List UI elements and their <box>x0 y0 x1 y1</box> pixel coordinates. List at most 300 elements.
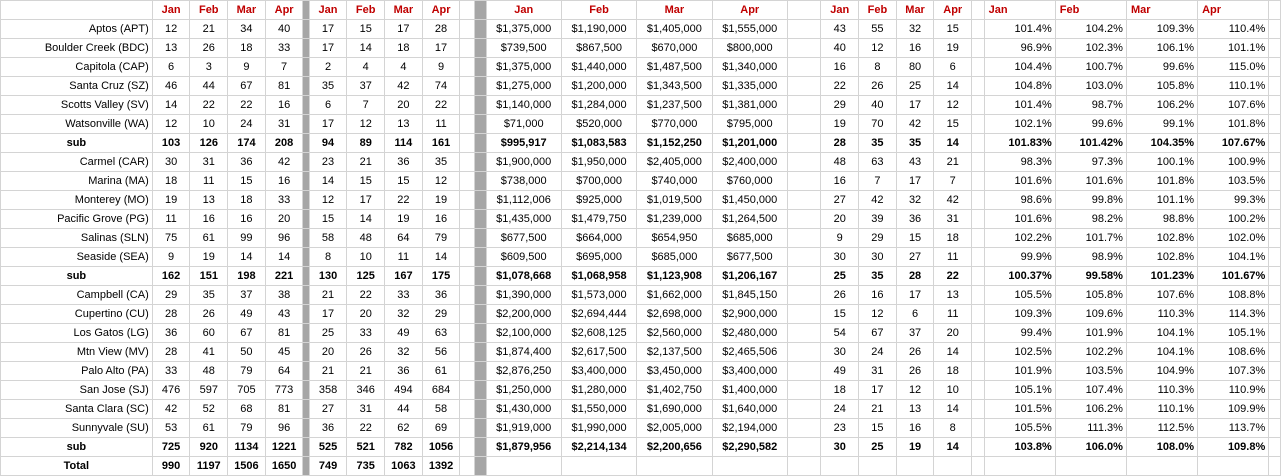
empty-column-cell[interactable] <box>972 324 985 343</box>
empty-column-cell[interactable] <box>1269 305 1281 324</box>
days-on-market-cell[interactable] <box>896 457 934 476</box>
median-price-cell[interactable]: $739,500 <box>486 39 561 58</box>
median-price-cell[interactable]: $1,555,000 <box>712 20 787 39</box>
listings-cell[interactable]: 37 <box>347 77 385 96</box>
median-price-cell[interactable]: $2,405,000 <box>637 153 712 172</box>
listings-cell[interactable]: 29 <box>422 305 460 324</box>
listings-cell[interactable]: 17 <box>385 20 423 39</box>
sale-to-list-pct-cell[interactable]: 114.3% <box>1198 305 1269 324</box>
sale-to-list-pct-cell[interactable]: 102.8% <box>1126 248 1197 267</box>
listings-cell[interactable]: 20 <box>309 343 347 362</box>
days-on-market-cell[interactable]: 42 <box>934 191 972 210</box>
units-cell[interactable]: 79 <box>228 419 266 438</box>
units-cell[interactable]: 19 <box>152 191 190 210</box>
empty-column-cell[interactable] <box>787 153 820 172</box>
empty-column-cell[interactable] <box>1269 457 1281 476</box>
median-price-cell[interactable]: $1,112,006 <box>486 191 561 210</box>
empty-column-cell[interactable] <box>972 20 985 39</box>
days-month-header[interactable]: Mar <box>896 1 934 20</box>
empty-column-cell[interactable] <box>460 153 475 172</box>
days-on-market-cell[interactable]: 16 <box>821 172 859 191</box>
median-price-cell[interactable]: $2,900,000 <box>712 305 787 324</box>
empty-column-cell[interactable] <box>1269 210 1281 229</box>
listings-cell[interactable]: 36 <box>385 153 423 172</box>
sale-to-list-pct-cell[interactable]: 103.8% <box>984 438 1055 457</box>
listings-cell[interactable]: 35 <box>309 77 347 96</box>
sale-to-list-pct-cell[interactable]: 101.7% <box>1055 229 1126 248</box>
days-on-market-cell[interactable]: 67 <box>859 324 897 343</box>
empty-column-cell[interactable] <box>1269 134 1281 153</box>
sale-to-list-pct-cell[interactable]: 99.1% <box>1126 115 1197 134</box>
days-on-market-cell[interactable]: 19 <box>896 438 934 457</box>
units-cell[interactable]: 38 <box>265 286 303 305</box>
listings-cell[interactable]: 17 <box>309 20 347 39</box>
empty-column-cell[interactable] <box>787 305 820 324</box>
sale-to-list-pct-cell[interactable]: 99.4% <box>984 324 1055 343</box>
listings-cell[interactable]: 79 <box>422 229 460 248</box>
units-cell[interactable]: 64 <box>265 362 303 381</box>
units-cell[interactable]: 60 <box>190 324 228 343</box>
row-label-cell[interactable]: Capitola (CAP) <box>1 58 153 77</box>
median-price-cell[interactable] <box>561 457 636 476</box>
median-price-cell[interactable]: $795,000 <box>712 115 787 134</box>
median-price-cell[interactable]: $695,000 <box>561 248 636 267</box>
empty-column-cell[interactable] <box>787 1 820 20</box>
median-price-cell[interactable]: $2,005,000 <box>637 419 712 438</box>
price-month-header[interactable]: Feb <box>561 1 636 20</box>
median-price-cell[interactable]: $71,000 <box>486 115 561 134</box>
sale-to-list-pct-cell[interactable]: 102.0% <box>1198 229 1269 248</box>
pct-month-header[interactable]: Mar <box>1126 1 1197 20</box>
listings-month-header[interactable]: Mar <box>385 1 423 20</box>
price-month-header[interactable]: Apr <box>712 1 787 20</box>
row-label-cell[interactable]: Mtn View (MV) <box>1 343 153 362</box>
listings-cell[interactable]: 15 <box>309 210 347 229</box>
units-cell[interactable]: 67 <box>228 77 266 96</box>
days-on-market-cell[interactable]: 21 <box>859 400 897 419</box>
sale-to-list-pct-cell[interactable]: 101.67% <box>1198 267 1269 286</box>
days-on-market-cell[interactable]: 13 <box>934 286 972 305</box>
median-price-cell[interactable]: $1,340,000 <box>712 58 787 77</box>
listings-cell[interactable]: 27 <box>309 400 347 419</box>
empty-column-cell[interactable] <box>972 191 985 210</box>
days-on-market-cell[interactable]: 40 <box>821 39 859 58</box>
units-cell[interactable]: 14 <box>228 248 266 267</box>
days-on-market-cell[interactable] <box>821 457 859 476</box>
median-price-cell[interactable]: $1,343,500 <box>637 77 712 96</box>
sale-to-list-pct-cell[interactable]: 99.8% <box>1055 191 1126 210</box>
listings-cell[interactable]: 31 <box>347 400 385 419</box>
pct-month-header[interactable]: Feb <box>1055 1 1126 20</box>
empty-column-cell[interactable] <box>787 248 820 267</box>
units-cell[interactable]: 14 <box>265 248 303 267</box>
sale-to-list-pct-cell[interactable]: 115.0% <box>1198 58 1269 77</box>
median-price-cell[interactable]: $1,335,000 <box>712 77 787 96</box>
sale-to-list-pct-cell[interactable]: 104.8% <box>984 77 1055 96</box>
units-cell[interactable]: 50 <box>228 343 266 362</box>
days-on-market-cell[interactable]: 43 <box>821 20 859 39</box>
listings-cell[interactable]: 36 <box>385 362 423 381</box>
days-on-market-cell[interactable]: 22 <box>934 267 972 286</box>
units-cell[interactable]: 53 <box>152 419 190 438</box>
units-cell[interactable]: 96 <box>265 419 303 438</box>
listings-cell[interactable]: 684 <box>422 381 460 400</box>
median-price-cell[interactable]: $1,390,000 <box>486 286 561 305</box>
listings-cell[interactable]: 17 <box>422 39 460 58</box>
empty-column-cell[interactable] <box>787 210 820 229</box>
listings-cell[interactable]: 14 <box>347 39 385 58</box>
sale-to-list-pct-cell[interactable]: 101.8% <box>1198 115 1269 134</box>
median-price-cell[interactable]: $1,284,000 <box>561 96 636 115</box>
units-cell[interactable]: 221 <box>265 267 303 286</box>
units-cell[interactable]: 81 <box>265 324 303 343</box>
days-on-market-cell[interactable]: 12 <box>896 381 934 400</box>
empty-column-cell[interactable] <box>460 229 475 248</box>
units-cell[interactable]: 20 <box>265 210 303 229</box>
units-cell[interactable]: 920 <box>190 438 228 457</box>
sale-to-list-pct-cell[interactable]: 106.2% <box>1126 96 1197 115</box>
days-on-market-cell[interactable]: 29 <box>821 96 859 115</box>
days-on-market-cell[interactable]: 8 <box>859 58 897 77</box>
median-price-cell[interactable]: $1,845,150 <box>712 286 787 305</box>
empty-column-cell[interactable] <box>1269 58 1281 77</box>
empty-column-cell[interactable] <box>972 210 985 229</box>
days-on-market-cell[interactable]: 48 <box>821 153 859 172</box>
pct-month-header[interactable]: Apr <box>1198 1 1269 20</box>
units-cell[interactable]: 46 <box>152 77 190 96</box>
empty-column-cell[interactable] <box>1269 20 1281 39</box>
units-cell[interactable]: 18 <box>152 172 190 191</box>
units-cell[interactable]: 68 <box>228 400 266 419</box>
median-price-cell[interactable]: $685,000 <box>637 248 712 267</box>
median-price-cell[interactable]: $2,465,506 <box>712 343 787 362</box>
sale-to-list-pct-cell[interactable]: 98.9% <box>1055 248 1126 267</box>
days-on-market-cell[interactable]: 24 <box>859 343 897 362</box>
sale-to-list-pct-cell[interactable]: 109.3% <box>1126 20 1197 39</box>
empty-column-cell[interactable] <box>972 267 985 286</box>
median-price-cell[interactable]: $520,000 <box>561 115 636 134</box>
empty-column-cell[interactable] <box>787 58 820 77</box>
median-price-cell[interactable]: $2,608,125 <box>561 324 636 343</box>
empty-column-cell[interactable] <box>460 267 475 286</box>
days-on-market-cell[interactable]: 14 <box>934 343 972 362</box>
days-on-market-cell[interactable]: 17 <box>896 286 934 305</box>
median-price-cell[interactable]: $2,200,000 <box>486 305 561 324</box>
sale-to-list-pct-cell[interactable]: 105.8% <box>1055 286 1126 305</box>
sale-to-list-pct-cell[interactable]: 100.9% <box>1198 153 1269 172</box>
units-cell[interactable]: 22 <box>228 96 266 115</box>
units-cell[interactable]: 61 <box>190 229 228 248</box>
median-price-cell[interactable]: $2,698,000 <box>637 305 712 324</box>
empty-column-cell[interactable] <box>787 96 820 115</box>
days-on-market-cell[interactable]: 16 <box>859 286 897 305</box>
days-on-market-cell[interactable]: 19 <box>821 115 859 134</box>
sale-to-list-pct-cell[interactable]: 104.1% <box>1126 324 1197 343</box>
sale-to-list-pct-cell[interactable]: 97.3% <box>1055 153 1126 172</box>
row-label-cell[interactable]: Palo Alto (PA) <box>1 362 153 381</box>
row-label-cell[interactable]: San Jose (SJ) <box>1 381 153 400</box>
units-cell[interactable]: 44 <box>190 77 228 96</box>
days-on-market-cell[interactable]: 27 <box>896 248 934 267</box>
days-on-market-cell[interactable]: 32 <box>896 191 934 210</box>
sale-to-list-pct-cell[interactable]: 107.6% <box>1198 96 1269 115</box>
sale-to-list-pct-cell[interactable]: 105.5% <box>984 419 1055 438</box>
sale-to-list-pct-cell[interactable]: 101.1% <box>1198 39 1269 58</box>
sale-to-list-pct-cell[interactable]: 101.42% <box>1055 134 1126 153</box>
days-on-market-cell[interactable]: 24 <box>821 400 859 419</box>
listings-cell[interactable]: 525 <box>309 438 347 457</box>
days-on-market-cell[interactable]: 18 <box>821 381 859 400</box>
empty-column-cell[interactable] <box>972 229 985 248</box>
empty-column-cell[interactable] <box>787 115 820 134</box>
days-on-market-cell[interactable]: 14 <box>934 134 972 153</box>
sale-to-list-pct-cell[interactable]: 110.3% <box>1126 381 1197 400</box>
days-on-market-cell[interactable]: 18 <box>934 362 972 381</box>
empty-column-cell[interactable] <box>460 438 475 457</box>
median-price-cell[interactable]: $2,100,000 <box>486 324 561 343</box>
days-on-market-cell[interactable]: 49 <box>821 362 859 381</box>
empty-column-cell[interactable] <box>1269 229 1281 248</box>
median-price-cell[interactable]: $2,560,000 <box>637 324 712 343</box>
units-cell[interactable]: 13 <box>152 39 190 58</box>
sale-to-list-pct-cell[interactable]: 101.4% <box>984 20 1055 39</box>
days-on-market-cell[interactable]: 6 <box>896 305 934 324</box>
median-price-cell[interactable]: $1,487,500 <box>637 58 712 77</box>
listings-cell[interactable]: 63 <box>422 324 460 343</box>
median-price-cell[interactable]: $1,078,668 <box>486 267 561 286</box>
listings-cell[interactable]: 10 <box>347 248 385 267</box>
median-price-cell[interactable]: $2,617,500 <box>561 343 636 362</box>
median-price-cell[interactable]: $1,919,000 <box>486 419 561 438</box>
median-price-cell[interactable]: $1,083,583 <box>561 134 636 153</box>
median-price-cell[interactable]: $685,000 <box>712 229 787 248</box>
empty-column-cell[interactable] <box>787 267 820 286</box>
empty-column-cell[interactable] <box>460 172 475 191</box>
sale-to-list-pct-cell[interactable]: 101.5% <box>984 400 1055 419</box>
empty-column-cell[interactable] <box>787 172 820 191</box>
days-on-market-cell[interactable]: 11 <box>934 305 972 324</box>
empty-column-cell[interactable] <box>1269 400 1281 419</box>
sale-to-list-pct-cell[interactable]: 109.9% <box>1198 400 1269 419</box>
days-on-market-cell[interactable]: 31 <box>859 362 897 381</box>
days-on-market-cell[interactable]: 80 <box>896 58 934 77</box>
listings-cell[interactable]: 125 <box>347 267 385 286</box>
empty-column-cell[interactable] <box>460 381 475 400</box>
median-price-cell[interactable]: $1,435,000 <box>486 210 561 229</box>
empty-column-cell[interactable] <box>972 115 985 134</box>
empty-column-cell[interactable] <box>1269 343 1281 362</box>
sale-to-list-pct-cell[interactable]: 103.5% <box>1198 172 1269 191</box>
median-price-cell[interactable]: $1,400,000 <box>712 381 787 400</box>
median-price-cell[interactable]: $1,206,167 <box>712 267 787 286</box>
days-on-market-cell[interactable]: 31 <box>934 210 972 229</box>
days-on-market-cell[interactable]: 26 <box>821 286 859 305</box>
sale-to-list-pct-cell[interactable]: 112.5% <box>1126 419 1197 438</box>
listings-cell[interactable]: 22 <box>385 191 423 210</box>
empty-column-cell[interactable] <box>460 286 475 305</box>
units-cell[interactable]: 16 <box>265 96 303 115</box>
median-price-cell[interactable]: $1,381,000 <box>712 96 787 115</box>
listings-cell[interactable]: 49 <box>385 324 423 343</box>
empty-column-cell[interactable] <box>972 172 985 191</box>
days-on-market-cell[interactable]: 7 <box>859 172 897 191</box>
units-cell[interactable]: 42 <box>152 400 190 419</box>
listings-cell[interactable]: 18 <box>385 39 423 58</box>
empty-column-cell[interactable] <box>972 134 985 153</box>
median-price-cell[interactable]: $1,140,000 <box>486 96 561 115</box>
sale-to-list-pct-cell[interactable]: 101.83% <box>984 134 1055 153</box>
units-cell[interactable]: 16 <box>228 210 266 229</box>
sale-to-list-pct-cell[interactable]: 99.9% <box>984 248 1055 267</box>
days-on-market-cell[interactable]: 16 <box>896 419 934 438</box>
days-on-market-cell[interactable] <box>859 457 897 476</box>
sale-to-list-pct-cell[interactable]: 109.8% <box>1198 438 1269 457</box>
median-price-cell[interactable]: $2,400,000 <box>712 153 787 172</box>
median-price-cell[interactable]: $1,662,000 <box>637 286 712 305</box>
days-on-market-cell[interactable]: 12 <box>859 39 897 58</box>
units-cell[interactable]: 12 <box>152 20 190 39</box>
empty-column-cell[interactable] <box>460 20 475 39</box>
units-cell[interactable]: 33 <box>265 191 303 210</box>
sale-to-list-pct-cell[interactable] <box>984 457 1055 476</box>
sale-to-list-pct-cell[interactable]: 99.3% <box>1198 191 1269 210</box>
units-cell[interactable]: 18 <box>228 191 266 210</box>
sale-to-list-pct-cell[interactable]: 99.6% <box>1055 115 1126 134</box>
empty-column-cell[interactable] <box>972 457 985 476</box>
sale-to-list-pct-cell[interactable]: 98.6% <box>984 191 1055 210</box>
row-label-cell[interactable]: Marina (MA) <box>1 172 153 191</box>
units-cell[interactable]: 208 <box>265 134 303 153</box>
listings-cell[interactable]: 33 <box>347 324 385 343</box>
units-cell[interactable]: 33 <box>152 362 190 381</box>
empty-column-cell[interactable] <box>972 419 985 438</box>
sale-to-list-pct-cell[interactable]: 102.5% <box>984 343 1055 362</box>
listings-cell[interactable]: 749 <box>309 457 347 476</box>
listings-cell[interactable]: 22 <box>422 96 460 115</box>
units-cell[interactable]: 35 <box>190 286 228 305</box>
units-cell[interactable]: 41 <box>190 343 228 362</box>
days-on-market-cell[interactable]: 39 <box>859 210 897 229</box>
units-cell[interactable]: 36 <box>152 324 190 343</box>
days-on-market-cell[interactable]: 25 <box>859 438 897 457</box>
days-on-market-cell[interactable]: 28 <box>821 134 859 153</box>
listings-cell[interactable]: 346 <box>347 381 385 400</box>
listings-cell[interactable]: 1056 <box>422 438 460 457</box>
empty-column-cell[interactable] <box>972 77 985 96</box>
empty-column-cell[interactable] <box>1269 248 1281 267</box>
units-cell[interactable]: 61 <box>190 419 228 438</box>
listings-cell[interactable]: 1063 <box>385 457 423 476</box>
empty-column-cell[interactable] <box>1269 191 1281 210</box>
empty-column-cell[interactable] <box>1269 96 1281 115</box>
median-price-cell[interactable]: $925,000 <box>561 191 636 210</box>
units-cell[interactable]: 597 <box>190 381 228 400</box>
listings-cell[interactable]: 58 <box>422 400 460 419</box>
listings-cell[interactable]: 17 <box>309 305 347 324</box>
listings-cell[interactable]: 61 <box>422 362 460 381</box>
listings-month-header[interactable]: Apr <box>422 1 460 20</box>
sale-to-list-pct-cell[interactable]: 102.2% <box>1055 343 1126 362</box>
row-label-cell[interactable]: Salinas (SLN) <box>1 229 153 248</box>
empty-column-cell[interactable] <box>1269 115 1281 134</box>
sale-to-list-pct-cell[interactable]: 104.9% <box>1126 362 1197 381</box>
listings-cell[interactable]: 36 <box>309 419 347 438</box>
sale-to-list-pct-cell[interactable]: 108.6% <box>1198 343 1269 362</box>
empty-column-cell[interactable] <box>787 381 820 400</box>
empty-column-cell[interactable] <box>787 191 820 210</box>
median-price-cell[interactable]: $609,500 <box>486 248 561 267</box>
empty-column-cell[interactable] <box>787 343 820 362</box>
sale-to-list-pct-cell[interactable]: 106.0% <box>1055 438 1126 457</box>
empty-column-cell[interactable] <box>972 1 985 20</box>
median-price-cell[interactable]: $1,479,750 <box>561 210 636 229</box>
empty-column-cell[interactable] <box>1269 438 1281 457</box>
days-on-market-cell[interactable]: 14 <box>934 77 972 96</box>
median-price-cell[interactable]: $1,200,000 <box>561 77 636 96</box>
units-cell[interactable]: 99 <box>228 229 266 248</box>
median-price-cell[interactable]: $3,400,000 <box>712 362 787 381</box>
sale-to-list-pct-cell[interactable]: 101.23% <box>1126 267 1197 286</box>
row-label-cell[interactable]: sub <box>1 267 153 286</box>
median-price-cell[interactable]: $2,137,500 <box>637 343 712 362</box>
sale-to-list-pct-cell[interactable]: 105.5% <box>984 286 1055 305</box>
sale-to-list-pct-cell[interactable] <box>1055 457 1126 476</box>
days-on-market-cell[interactable]: 35 <box>859 134 897 153</box>
listings-cell[interactable]: 735 <box>347 457 385 476</box>
median-price-cell[interactable]: $1,239,000 <box>637 210 712 229</box>
median-price-cell[interactable]: $677,500 <box>712 248 787 267</box>
row-label-cell[interactable]: Los Gatos (LG) <box>1 324 153 343</box>
days-on-market-cell[interactable]: 12 <box>859 305 897 324</box>
listings-cell[interactable]: 36 <box>422 286 460 305</box>
units-cell[interactable]: 19 <box>190 248 228 267</box>
days-on-market-cell[interactable]: 42 <box>859 191 897 210</box>
units-cell[interactable]: 52 <box>190 400 228 419</box>
empty-column-cell[interactable] <box>460 191 475 210</box>
empty-column-cell[interactable] <box>460 96 475 115</box>
sale-to-list-pct-cell[interactable] <box>1126 457 1197 476</box>
units-cell[interactable]: 162 <box>152 267 190 286</box>
median-price-cell[interactable]: $740,000 <box>637 172 712 191</box>
row-label-cell[interactable]: Seaside (SEA) <box>1 248 153 267</box>
median-price-cell[interactable]: $1,879,956 <box>486 438 561 457</box>
sale-to-list-pct-cell[interactable]: 99.58% <box>1055 267 1126 286</box>
median-price-cell[interactable]: $1,440,000 <box>561 58 636 77</box>
listings-month-header[interactable]: Feb <box>347 1 385 20</box>
row-label-cell[interactable]: sub <box>1 134 153 153</box>
row-label-cell[interactable]: Santa Cruz (SZ) <box>1 77 153 96</box>
header-corner-cell[interactable] <box>1 1 153 20</box>
median-price-cell[interactable]: $1,550,000 <box>561 400 636 419</box>
sale-to-list-pct-cell[interactable]: 99.6% <box>1126 58 1197 77</box>
listings-cell[interactable]: 7 <box>347 96 385 115</box>
median-price-cell[interactable]: $800,000 <box>712 39 787 58</box>
empty-column-cell[interactable] <box>460 39 475 58</box>
median-price-cell[interactable]: $1,375,000 <box>486 20 561 39</box>
units-cell[interactable]: 151 <box>190 267 228 286</box>
days-on-market-cell[interactable]: 70 <box>859 115 897 134</box>
median-price-cell[interactable]: $1,900,000 <box>486 153 561 172</box>
median-price-cell[interactable]: $1,123,908 <box>637 267 712 286</box>
days-on-market-cell[interactable]: 15 <box>896 229 934 248</box>
units-cell[interactable]: 75 <box>152 229 190 248</box>
listings-cell[interactable]: 32 <box>385 343 423 362</box>
empty-column-cell[interactable] <box>460 305 475 324</box>
units-cell[interactable]: 126 <box>190 134 228 153</box>
sale-to-list-pct-cell[interactable]: 101.9% <box>984 362 1055 381</box>
days-on-market-cell[interactable]: 35 <box>896 134 934 153</box>
empty-column-cell[interactable] <box>460 400 475 419</box>
